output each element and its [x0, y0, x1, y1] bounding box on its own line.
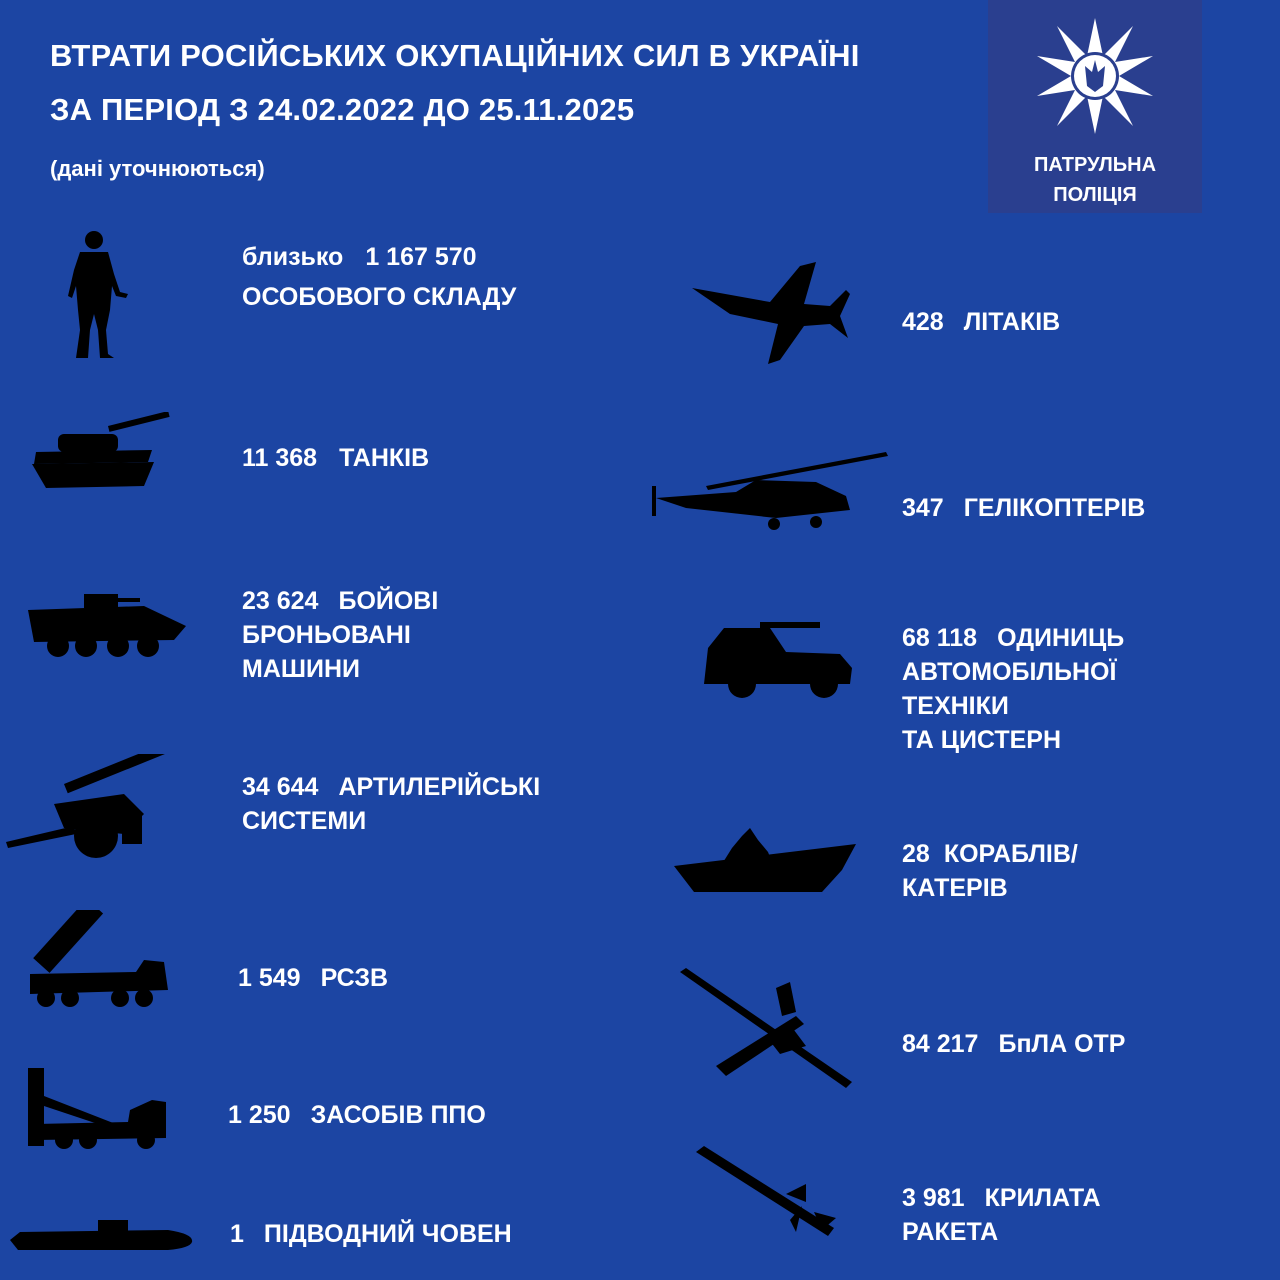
vehicle-icon	[700, 620, 854, 700]
artillery-icon	[4, 754, 194, 860]
personnel-prefix: близько	[242, 243, 344, 271]
ships-label-1: КОРАБЛІВ/	[943, 840, 1078, 868]
aircraft-label: ЛІТАКІВ	[963, 308, 1061, 336]
vehicles-stat	[902, 621, 1124, 757]
title-line-2: ЗА ПЕРІОД З 24.02.2022 ДО 25.11.2025	[50, 92, 635, 127]
warship-icon	[672, 826, 860, 894]
apc-icon	[24, 590, 188, 660]
soldier-icon	[62, 230, 132, 360]
cruise-missiles-label-2: РАКЕТА	[902, 1218, 999, 1246]
submarine-label: ПІДВОДНИЙ ЧОВЕН	[263, 1220, 512, 1248]
submarine-icon	[8, 1214, 196, 1256]
cruise-missiles-stat	[902, 1181, 1101, 1249]
afv-label-1: БОЙОВІ	[338, 587, 439, 615]
cruise-missiles-label-1: КРИЛАТА	[984, 1184, 1101, 1212]
submarine-value: 1	[230, 1220, 244, 1248]
helicopter-icon	[646, 450, 890, 534]
mlrs-label: РСЗВ	[320, 964, 389, 992]
data-note: (дані уточнюються)	[50, 156, 265, 181]
artillery-value: 34 644	[242, 773, 319, 801]
aircraft-stat	[902, 305, 1060, 339]
title-line-1: ВТРАТИ РОСІЙСЬКИХ ОКУПАЦІЙНИХ СИЛ В УКРАЇНІ	[50, 38, 860, 73]
afv-stat	[242, 584, 438, 686]
helicopters-label: ГЕЛІКОПТЕРІВ	[963, 494, 1146, 522]
afv-label-2: БРОНЬОВАНІ	[242, 621, 411, 649]
vehicles-label-4: ТА ЦИСТЕРН	[902, 726, 1062, 754]
mlrs-value: 1 549	[238, 964, 301, 992]
uav-value: 84 217	[902, 1030, 979, 1058]
afv-label-3: МАШИНИ	[242, 655, 360, 683]
uav-stat	[902, 1027, 1125, 1061]
tank-icon	[28, 412, 172, 492]
jet-icon	[690, 260, 850, 366]
vehicles-label-1: ОДИНИЦЬ	[997, 624, 1125, 652]
cruise-missiles-value: 3 981	[902, 1184, 965, 1212]
vehicles-label-3: ТЕХНІКИ	[902, 692, 1009, 720]
police-star-trident-icon	[1035, 16, 1155, 136]
mlrs-icon	[24, 910, 170, 1010]
patrol-police-logo	[988, 0, 1202, 213]
personnel-value: 1 167 570	[365, 243, 477, 271]
uav-label: БпЛА ОТР	[998, 1030, 1126, 1058]
tanks-value: 11 368	[242, 444, 318, 472]
drone-icon	[676, 966, 860, 1090]
submarine-stat	[230, 1217, 512, 1251]
ships-value: 28	[902, 840, 930, 868]
logo-line-1: ПАТРУЛЬНА	[1033, 154, 1157, 176]
logo-line-2: ПОЛІЦІЯ	[1053, 184, 1137, 206]
vehicles-label-2: АВТОМОБІЛЬНОЇ	[902, 658, 1117, 686]
afv-value: 23 624	[242, 587, 319, 615]
cruise-missile-icon	[694, 1144, 838, 1240]
tanks-label: ТАНКІВ	[339, 444, 430, 472]
personnel-stat	[242, 240, 516, 314]
helicopters-value: 347	[902, 494, 944, 522]
air-defense-label: ЗАСОБІВ ППО	[310, 1101, 486, 1129]
mlrs-stat	[238, 961, 388, 995]
tanks-stat	[242, 441, 429, 475]
ships-stat	[902, 837, 1078, 905]
artillery-label-1: АРТИЛЕРІЙСЬКІ	[338, 773, 541, 801]
air-defense-icon	[26, 1066, 168, 1150]
artillery-label-2: СИСТЕМИ	[242, 807, 367, 835]
air-defense-value: 1 250	[228, 1101, 291, 1129]
aircraft-value: 428	[902, 308, 944, 336]
air-defense-stat	[228, 1098, 486, 1132]
artillery-stat	[242, 770, 540, 838]
vehicles-value: 68 118	[902, 624, 978, 652]
personnel-label: ОСОБОВОГО СКЛАДУ	[242, 283, 517, 311]
ships-label-2: КАТЕРІВ	[902, 874, 1008, 902]
helicopters-stat	[902, 491, 1145, 525]
